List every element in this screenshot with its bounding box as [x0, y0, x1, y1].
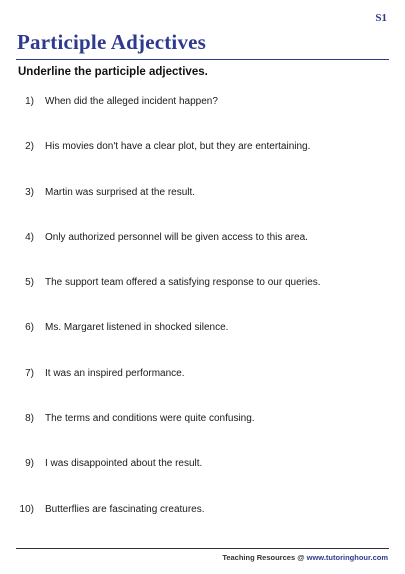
question-sentence: Only authorized personnel will be given access to this area. — [45, 231, 308, 243]
question-number: 8) — [25, 413, 34, 425]
page-title: Participle Adjectives — [17, 30, 207, 54]
question-number: 9) — [25, 458, 34, 470]
question-item — [0, 226, 405, 271]
question-sentence: Martin was surprised at the result. — [45, 186, 196, 198]
question-number: 10) — [19, 503, 34, 515]
question-number: 7) — [25, 367, 34, 379]
question-item — [0, 316, 405, 361]
question-item — [0, 362, 405, 407]
question-sentence: The support team offered a satisfying response to our queries. — [45, 277, 321, 289]
question-item — [0, 452, 405, 497]
footer-url-link[interactable]: www.tutoringhour.com — [306, 553, 388, 562]
question-item — [0, 181, 405, 226]
footer-label: Teaching Resources @ — [222, 553, 307, 562]
question-sentence: It was an inspired performance. — [45, 367, 185, 379]
question-list — [0, 90, 405, 543]
footer-divider — [16, 548, 389, 549]
instruction-text: Underline the participle adjectives. — [18, 66, 208, 78]
question-sentence: Ms. Margaret listened in shocked silence. — [45, 322, 229, 334]
question-sentence: I was disappointed about the result. — [45, 458, 203, 470]
question-item — [0, 498, 405, 543]
question-number: 3) — [25, 186, 34, 198]
question-number: 2) — [25, 141, 34, 153]
question-item — [0, 90, 405, 135]
question-number: 1) — [25, 96, 34, 107]
question-number: 6) — [25, 322, 34, 334]
question-number: 5) — [25, 277, 34, 289]
title-divider — [16, 59, 389, 60]
question-item — [0, 407, 405, 452]
footer-credit — [222, 553, 388, 562]
question-item — [0, 271, 405, 316]
question-item — [0, 135, 405, 180]
question-sentence: Butterflies are fascinating creatures. — [45, 503, 205, 515]
set-code: S1 — [375, 12, 387, 24]
question-sentence: The terms and conditions were quite confusing. — [45, 413, 255, 425]
question-sentence: His movies don't have a clear plot, but they are entertaining. — [45, 141, 311, 153]
question-sentence: When did the alleged incident happen? — [45, 96, 218, 107]
question-number: 4) — [25, 231, 34, 243]
